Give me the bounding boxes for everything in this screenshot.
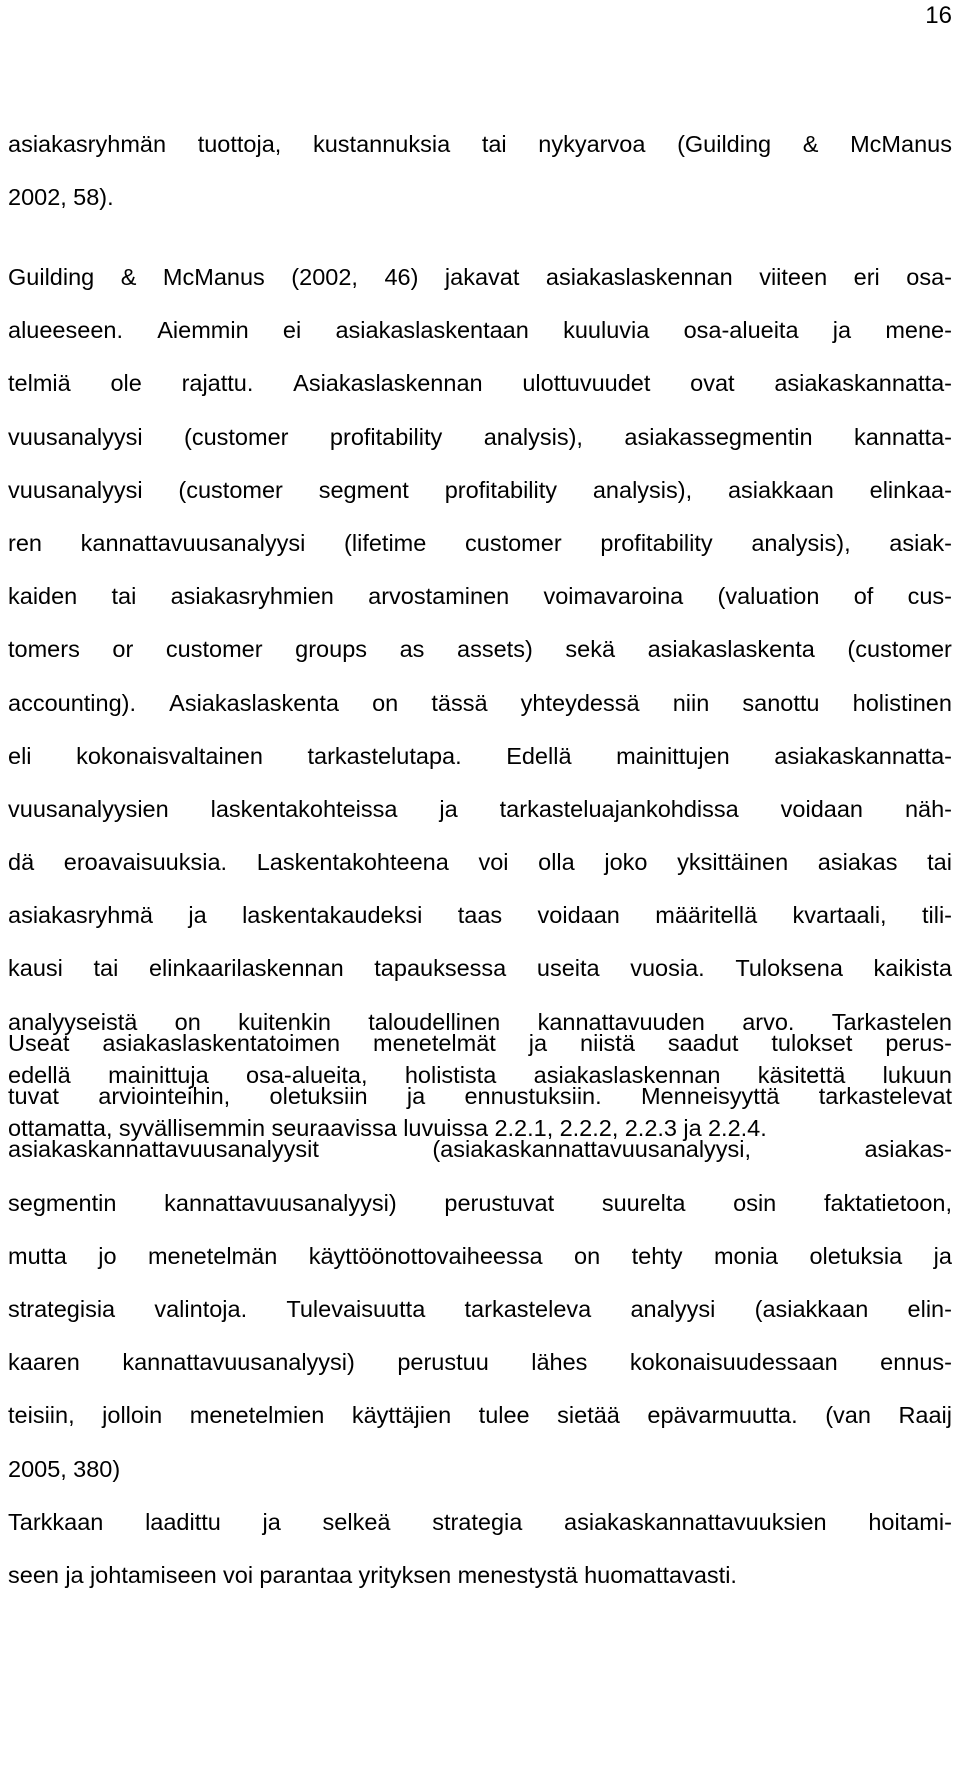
text-line: accounting). Asiakaslaskenta on tässä yhteydessä niin sanottu holistinen (8, 689, 952, 716)
text-line: eli kokonaisvaltainen tarkastelutapa. Edellä mainittujen asiakaskannatta- (8, 742, 952, 769)
text-line: dä eroavaisuuksia. Laskentakohteena voi olla joko yksittäinen asiakas tai (8, 849, 952, 876)
text-line: 2002, 58). (8, 184, 114, 211)
text-line: vuusanalyysi (customer segment profitability analysis), asiakkaan elinkaa- (8, 476, 952, 503)
text-line: kaiden tai asiakasryhmien arvostaminen voimavaroina (valuation of cus- (8, 583, 952, 610)
text-line: tuvat arviointeihin, oletuksiin ja ennustuksiin. Menneisyyttä tarkastelevat (8, 1083, 952, 1110)
text-line: asiakasryhmä ja laskentakaudeksi taas voidaan määritellä kvartaali, tili- (8, 902, 952, 929)
text-line: kaaren kannattavuusanalyysi) perustuu lähes kokonaisuudessaan ennus- (8, 1349, 952, 1376)
text-line: strategisia valintoja. Tulevaisuutta tarkasteleva analyysi (asiakkaan elin- (8, 1295, 952, 1322)
text-line: 2005, 380) (8, 1455, 121, 1482)
text-line: ottamatta, syvällisemmin seuraavissa luvuissa 2.2.1, 2.2.2, 2.2.3 ja 2.2.4. (8, 1115, 767, 1141)
text-line: Guilding & McManus (2002, 46) jakavat asiakaslaskennan viiteen eri osa- (8, 264, 952, 290)
text-line: analyyseistä on kuitenkin taloudellinen kannattavuuden arvo. Tarkastelen (8, 1008, 952, 1035)
text-line: segmentin kannattavuusanalyysi) perustuvat suurelta osin faktatietoon, (8, 1189, 952, 1216)
text-line: asiakaskannattavuusanalyysit (asiakaskannattavuusanalyysi, asiakas- (8, 1136, 952, 1163)
text-line: telmiä ole rajattu. Asiakaslaskennan ulottuvuudet ovat asiakaskannatta- (8, 370, 952, 397)
text-line: vuusanalyysi (customer profitability analysis), asiakassegmentin kannatta- (8, 423, 952, 450)
page-number: 16 (925, 2, 952, 29)
text-line: ren kannattavuusanalyysi (lifetime customer profitability analysis), asiak- (8, 529, 952, 556)
text-line: mutta jo menetelmän käyttöönottovaiheessa on tehty monia oletuksia ja (8, 1242, 952, 1269)
text-line: Tarkkaan laadittu ja selkeä strategia asiakaskannattavuuksien hoitami- (8, 1509, 952, 1535)
text-line: Useat asiakaslaskentatoimen menetelmät ja niistä saadut tulokset perus- (8, 1030, 952, 1056)
text-line: edellä mainittuja osa-alueita, holistista asiakaslaskennan käsitettä lukuun (8, 1061, 952, 1088)
text-line: teisiin, jolloin menetelmien käyttäjien tulee sietää epävarmuutta. (van Raaij (8, 1402, 952, 1429)
paragraph-1 (8, 118, 952, 224)
text-line: asiakasryhmän tuottoja, kustannuksia tai nykyarvoa (Guilding & McManus (8, 131, 952, 157)
text-line: alueeseen. Aiemmin ei asiakaslaskentaan kuuluvia osa-alueita ja mene- (8, 317, 952, 344)
text-line: tomers or customer groups as assets) sekä asiakaslaskenta (customer (8, 636, 952, 663)
paragraph-4 (8, 1496, 952, 1602)
text-line: kausi tai elinkaarilaskennan tapauksessa useita vuosia. Tuloksena kaikista (8, 955, 952, 982)
text-line: seen ja johtamiseen voi parantaa yrityksen menestystä huomattavasti. (8, 1562, 737, 1589)
text-line: vuusanalyysien laskentakohteissa ja tarkasteluajankohdissa voidaan näh- (8, 795, 952, 822)
paragraph-3 (8, 1017, 952, 1496)
